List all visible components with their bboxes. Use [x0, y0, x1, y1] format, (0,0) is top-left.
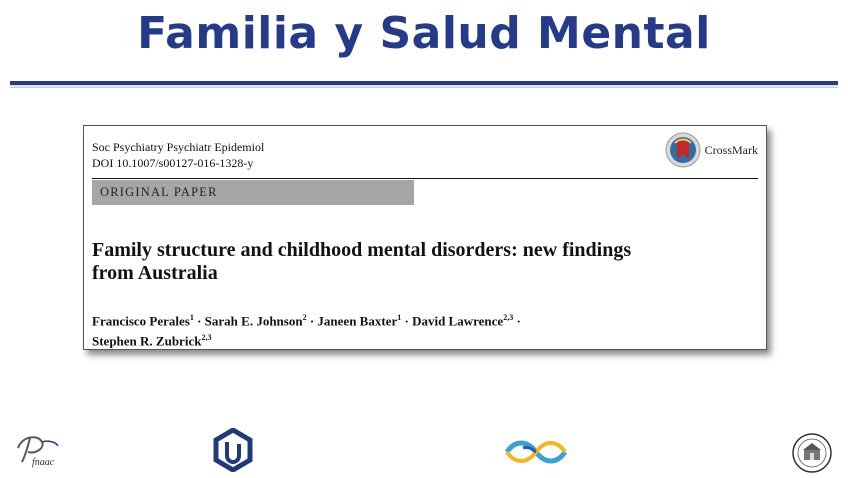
- author-separator: ·: [516, 313, 521, 329]
- paper-title-line-1: Family structure and childhood mental disorders: new findings: [92, 239, 632, 261]
- journal-doi: DOI 10.1007/s00127-016-1328-y: [92, 156, 254, 170]
- fnaac-logo: [12, 430, 64, 470]
- paper-title: [92, 239, 732, 285]
- author-affiliation: 1: [397, 313, 402, 322]
- author-affiliation: 2,3: [201, 333, 212, 343]
- seal-logo-icon: [791, 432, 833, 474]
- author-separator: ·: [309, 313, 315, 329]
- author-name: Stephen R. Zubrick: [92, 333, 202, 349]
- title-divider: [10, 81, 838, 85]
- author-list: [92, 309, 712, 350]
- hexagon-logo-icon: [213, 428, 253, 472]
- crossmark-icon: [665, 132, 701, 168]
- author-name: Sarah E. Johnson: [204, 313, 303, 329]
- author-name: Francisco Perales: [92, 313, 190, 329]
- infinity-logo: [503, 438, 569, 466]
- paper-title-line-2: from Australia: [92, 262, 218, 284]
- author-affiliation: 1: [189, 313, 194, 322]
- journal-name: Soc Psychiatry Psychiatr Epidemiol: [92, 140, 265, 154]
- crossmark-label: CrossMark: [704, 142, 758, 157]
- section-banner: [92, 180, 414, 205]
- header-rule: [92, 178, 758, 179]
- section-label: ORIGINAL PAPER: [100, 185, 218, 199]
- author-separator: ·: [197, 313, 202, 329]
- hexagon-logo: [213, 428, 253, 472]
- infinity-logo-icon: [503, 438, 569, 466]
- author-name: David Lawrence: [412, 313, 504, 329]
- crossmark-badge[interactable]: [665, 132, 758, 168]
- author-line-1: [92, 309, 712, 329]
- seal-logo: [791, 432, 833, 474]
- author-name: Janeen Baxter: [317, 313, 398, 329]
- paper-screenshot: [83, 125, 767, 350]
- fnaac-logo-text: fnaac: [32, 457, 55, 468]
- page-title: Familia y Salud Mental: [137, 8, 711, 59]
- journal-info: [92, 139, 264, 171]
- author-affiliation: 2: [302, 313, 307, 322]
- author-line-2: [92, 329, 712, 349]
- title-divider-shadow: [10, 87, 838, 88]
- author-separator: ·: [404, 313, 409, 329]
- author-affiliation: 2,3: [503, 313, 514, 322]
